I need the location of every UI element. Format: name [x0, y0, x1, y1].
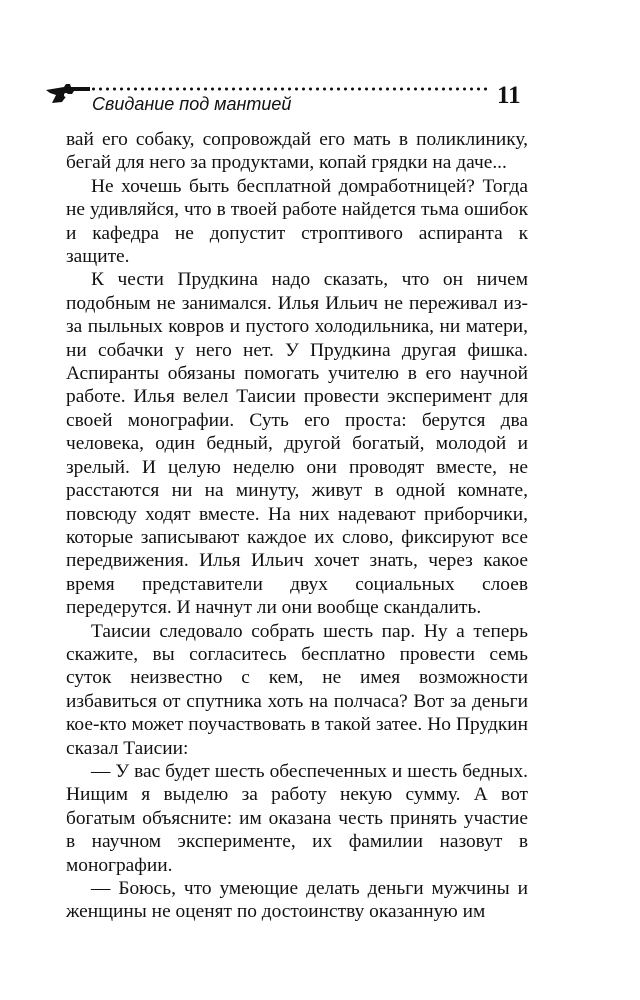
paragraph: — У вас будет шесть обеспеченных и шесть бедных. Нищим я выделю за работу некую сумму. А вот богатым объясните: им оказана честь принять участие в научном эксперименте, их фамилии назовут в монографии.	[66, 760, 528, 876]
running-title: Свидание под мантией	[92, 94, 292, 114]
paragraph: — Боюсь, что умеющие делать деньги мужчины и женщины не оценят по достоинству оказанную им	[66, 878, 528, 923]
paragraph: вай его собаку, сопровождай его мать в поликлинику, бегай для него за продуктами, копай грядки на даче...	[66, 129, 528, 174]
revolver-icon	[44, 80, 94, 106]
paragraph: Таисии следовало собрать шесть пар. Ну а теперь скажите, вы согласитесь бесплатно провести семь суток неизвестно с кем, не имея возможности избавиться от спутника хоть на полчаса? Вот за деньги кое-кто может поучаствовать в такой затее. Но Прудкин сказал Таисии:	[66, 620, 528, 759]
dotted-rule	[90, 86, 490, 92]
page-header	[0, 0, 640, 130]
paragraph: Не хочешь быть бесплатной домработницей? Тогда не удивляйся, что в твоей работе найдется тьма ошибок и кафедра не допустит строптивого аспиранта к защите.	[66, 175, 528, 268]
body-text	[66, 128, 528, 924]
paragraph: К чести Прудкина надо сказать, что он ничем подобным не занимался. Илья Ильич не переживал из-за пыльных ковров и пустого холодильника, ни матери, ни собачки у него нет. У Прудкина другая фишка. Аспиранты обязаны помогать учителю в его научной работе. Илья велел Таисии провести эксперимент для своей монографии. Суть его проста: берутся два человека, один бедный, другой богатый, молодой и зрелый. И целую неделю они проводят вместе, не расстаются ни на минуту, живут в одной комнате, повсюду ходят вместе. На них надевают приборчики, которые записывают каждое их слово, фиксируют все передвижения. Илья Ильич хочет знать, через какое время представители двух социальных слоев передерутся. И начнут ли они вообще скандалить.	[66, 269, 528, 619]
page-number: 11	[497, 82, 521, 109]
